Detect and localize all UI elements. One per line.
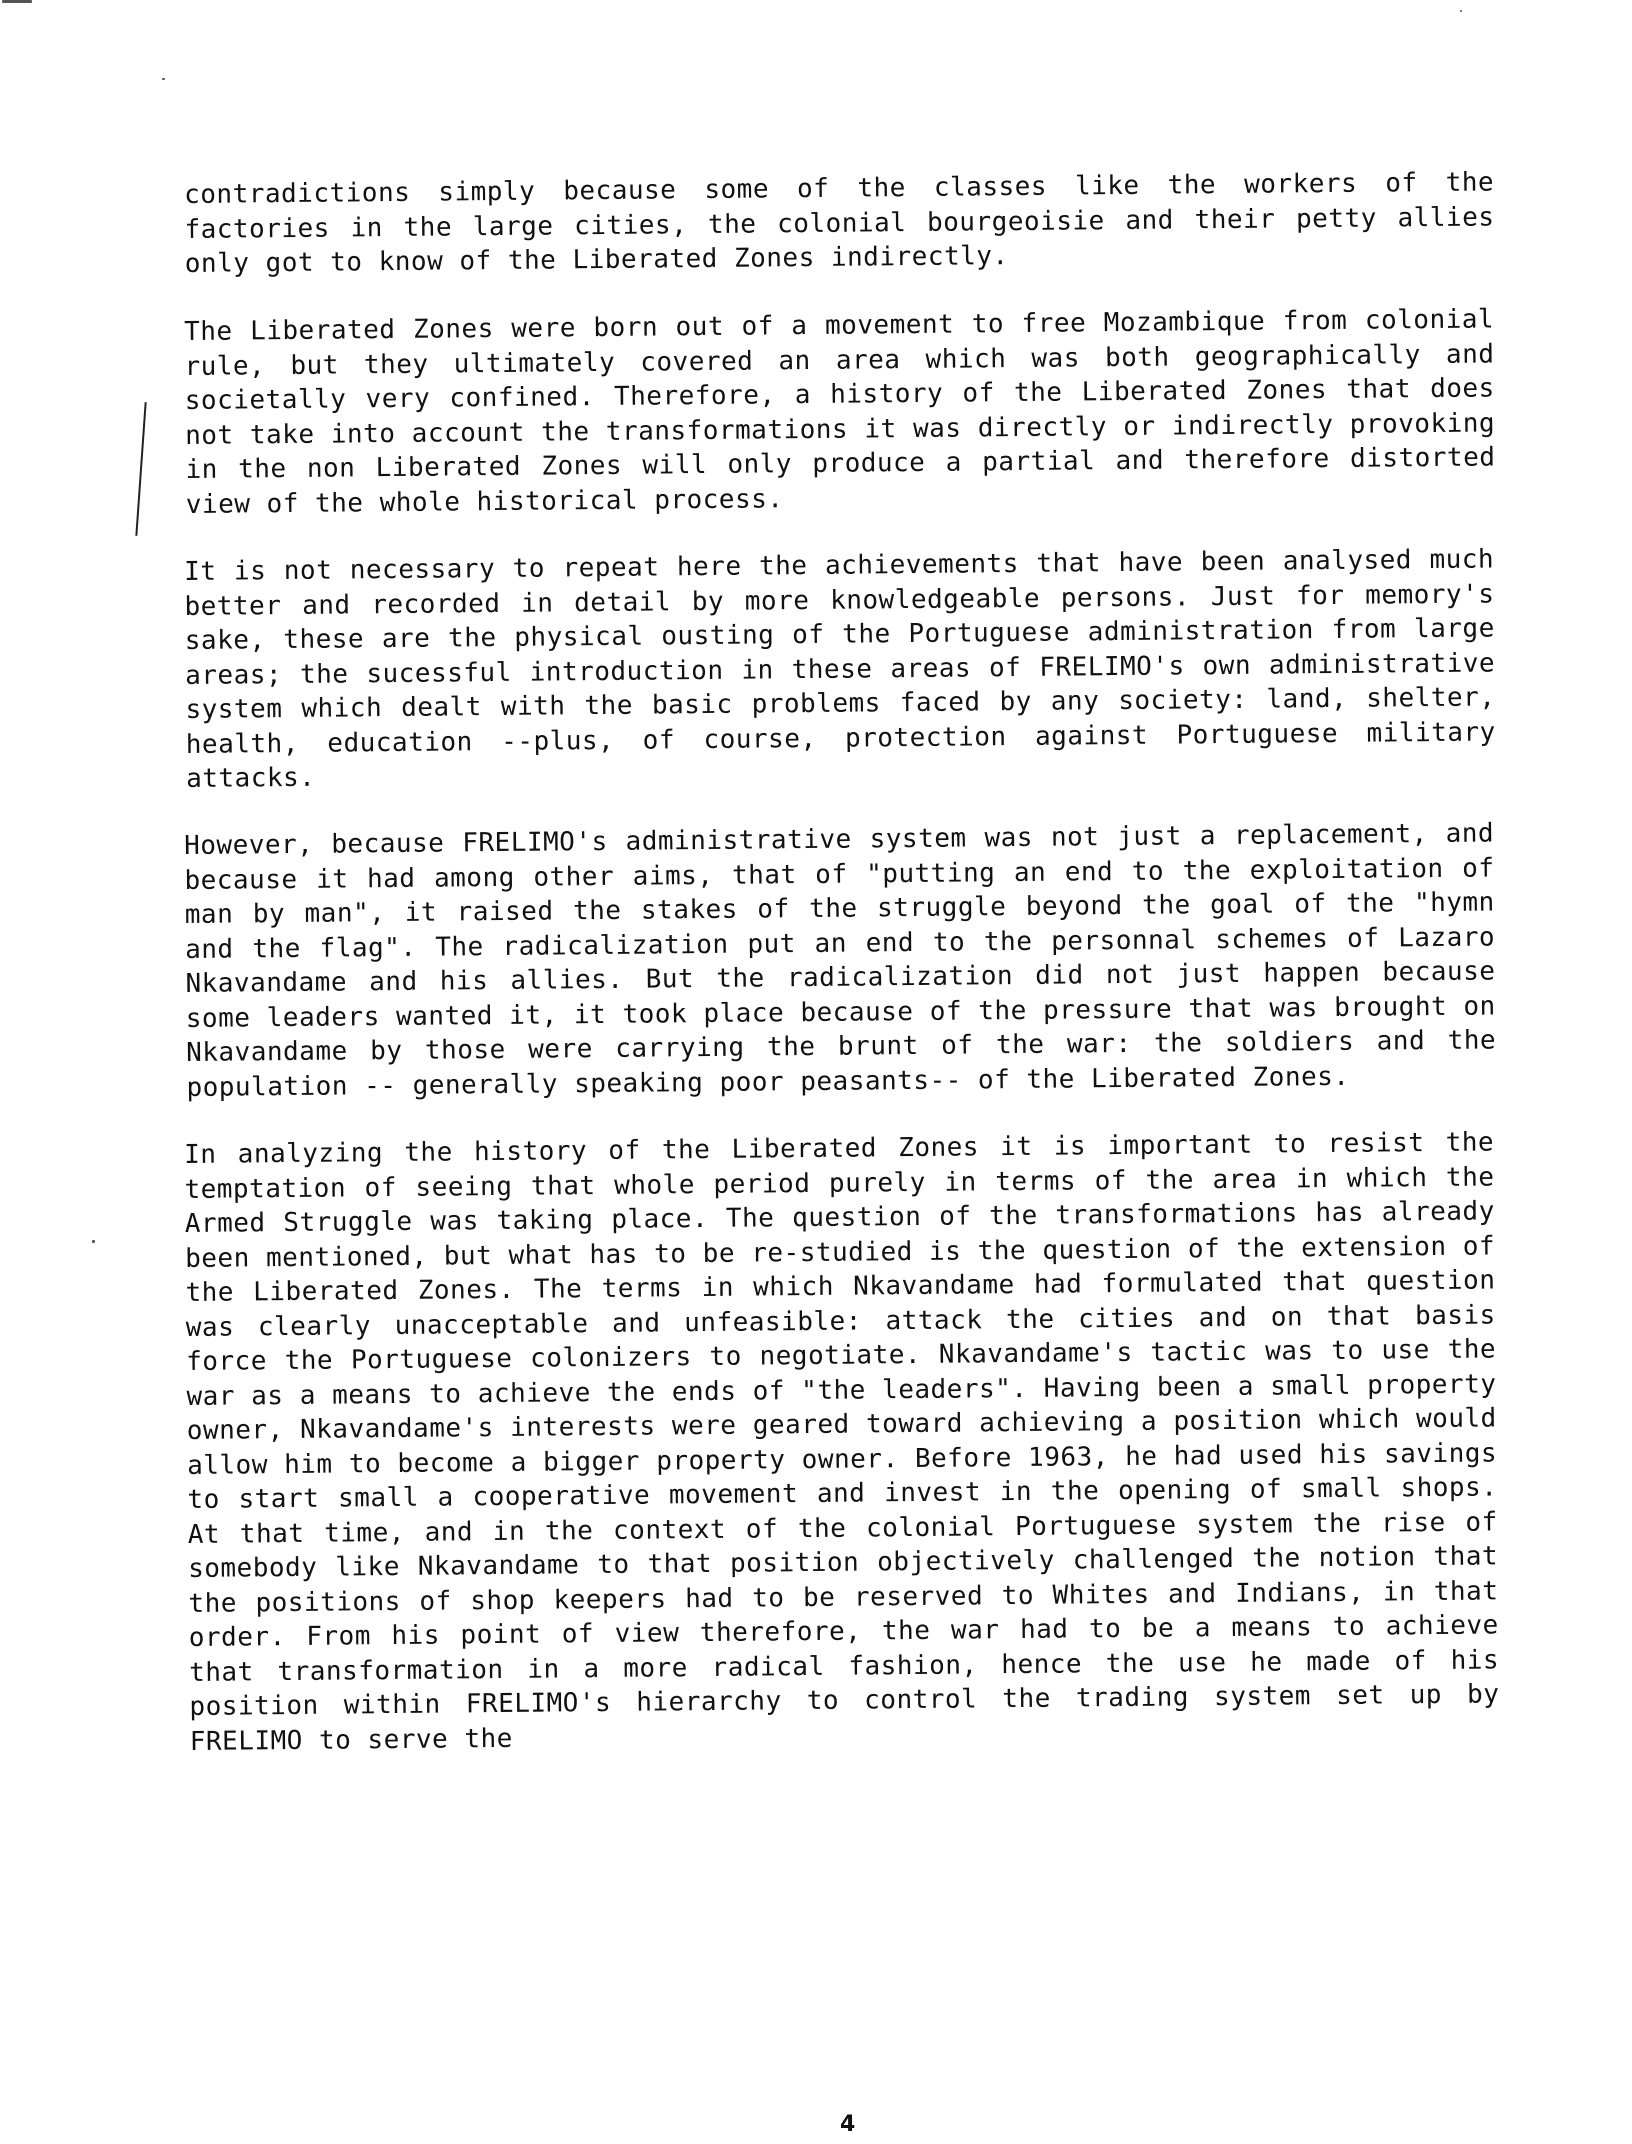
paragraph-5: In analyzing the history of the Liberated Zones it is important to resist the temptation of seeing that whole period purely in terms of the area in which the Armed Struggle was taking place. The question of the transformations has already been mentioned, but what has to be re-studied is the question of the extension of the Liberated Zones. The terms in which Nkavandame had formulated that question was clearly unacceptable and unfeasible: attack the cities and on that basis force the Portuguese colonizers to negotiate. Nkavandame's tactic was to use the war as a means to achieve the ends of "the leaders". Having been a small property owner, Nkavandame's interests were geared toward achieving a position which would allow him to become a bigger property owner. Before 1963, he had used his savings to start small a cooperative movement and invest in the opening of small shops. At that time, and in the context of the colonial Portuguese system the rise of somebody like Nkavandame to that position objectively challenged the notion that the positions of shop keepers had to be reserved to Whites and Indians, in that order. From his point of view therefore, the war had to be a means to achieve that transformation in a more radical fashion, hence the use he made of his position within FRELIMO's hierarchy to control the trading system set up by FRELIMO to serve the [184,1127,1500,1757]
page-number: 4 [840,2112,856,2137]
scan-speck [2,0,32,3]
paragraph-1: contradictions simply because some of the classes like the workers of the factories in the large cities, the colonial bourgeoisie and their petty allies only got to know of the Liberated Zones indirectly. [184,167,1495,279]
paragraph-3: It is not necessary to repeat here the achievements that have been analysed much better and recorded in detail by more knowledgeable persons. Just for memory's sake, these are the physical ousting of the Portuguese administration from large areas; the sucessful introduction in these areas of FRELIMO's own administrative system which dealt with the basic problems faced by any society: land, shelter, health, education --plus, of course, protection against Portuguese military attacks. [184,543,1496,794]
paragraph-2: The Liberated Zones were born out of a movement to free Mozambique from colonial rule, but they ultimately covered an area which was both geographically and societally very confined. Therefore, a history of the Liberated Zones that does not take into account the transformations it was directly or indirectly provoking in the non Liberated Zones will only produce a partial and therefore distorted view of the whole historical process. [184,303,1496,519]
scan-speck [162,78,165,80]
scan-speck [92,1240,95,1243]
scan-speck [1460,10,1462,12]
body-text [184,167,1500,1792]
margin-mark [135,402,146,536]
paragraph-4: However, because FRELIMO's administrative system was not just a replacement, and because it had among other aims, that of "putting an end to the exploitation of man by man", it raised the stakes of the struggle beyond the goal of the "hymn and the flag". The radicalization put an end to the personnal schemes of Lazaro Nkavandame and his allies. But the radicalization did not just happen because some leaders wanted it, it took place because of the pressure that was brought on Nkavandame by those were carrying the brunt of the war: the soldiers and the population -- generally speaking poor peasants-- of the Liberated Zones. [184,818,1497,1103]
